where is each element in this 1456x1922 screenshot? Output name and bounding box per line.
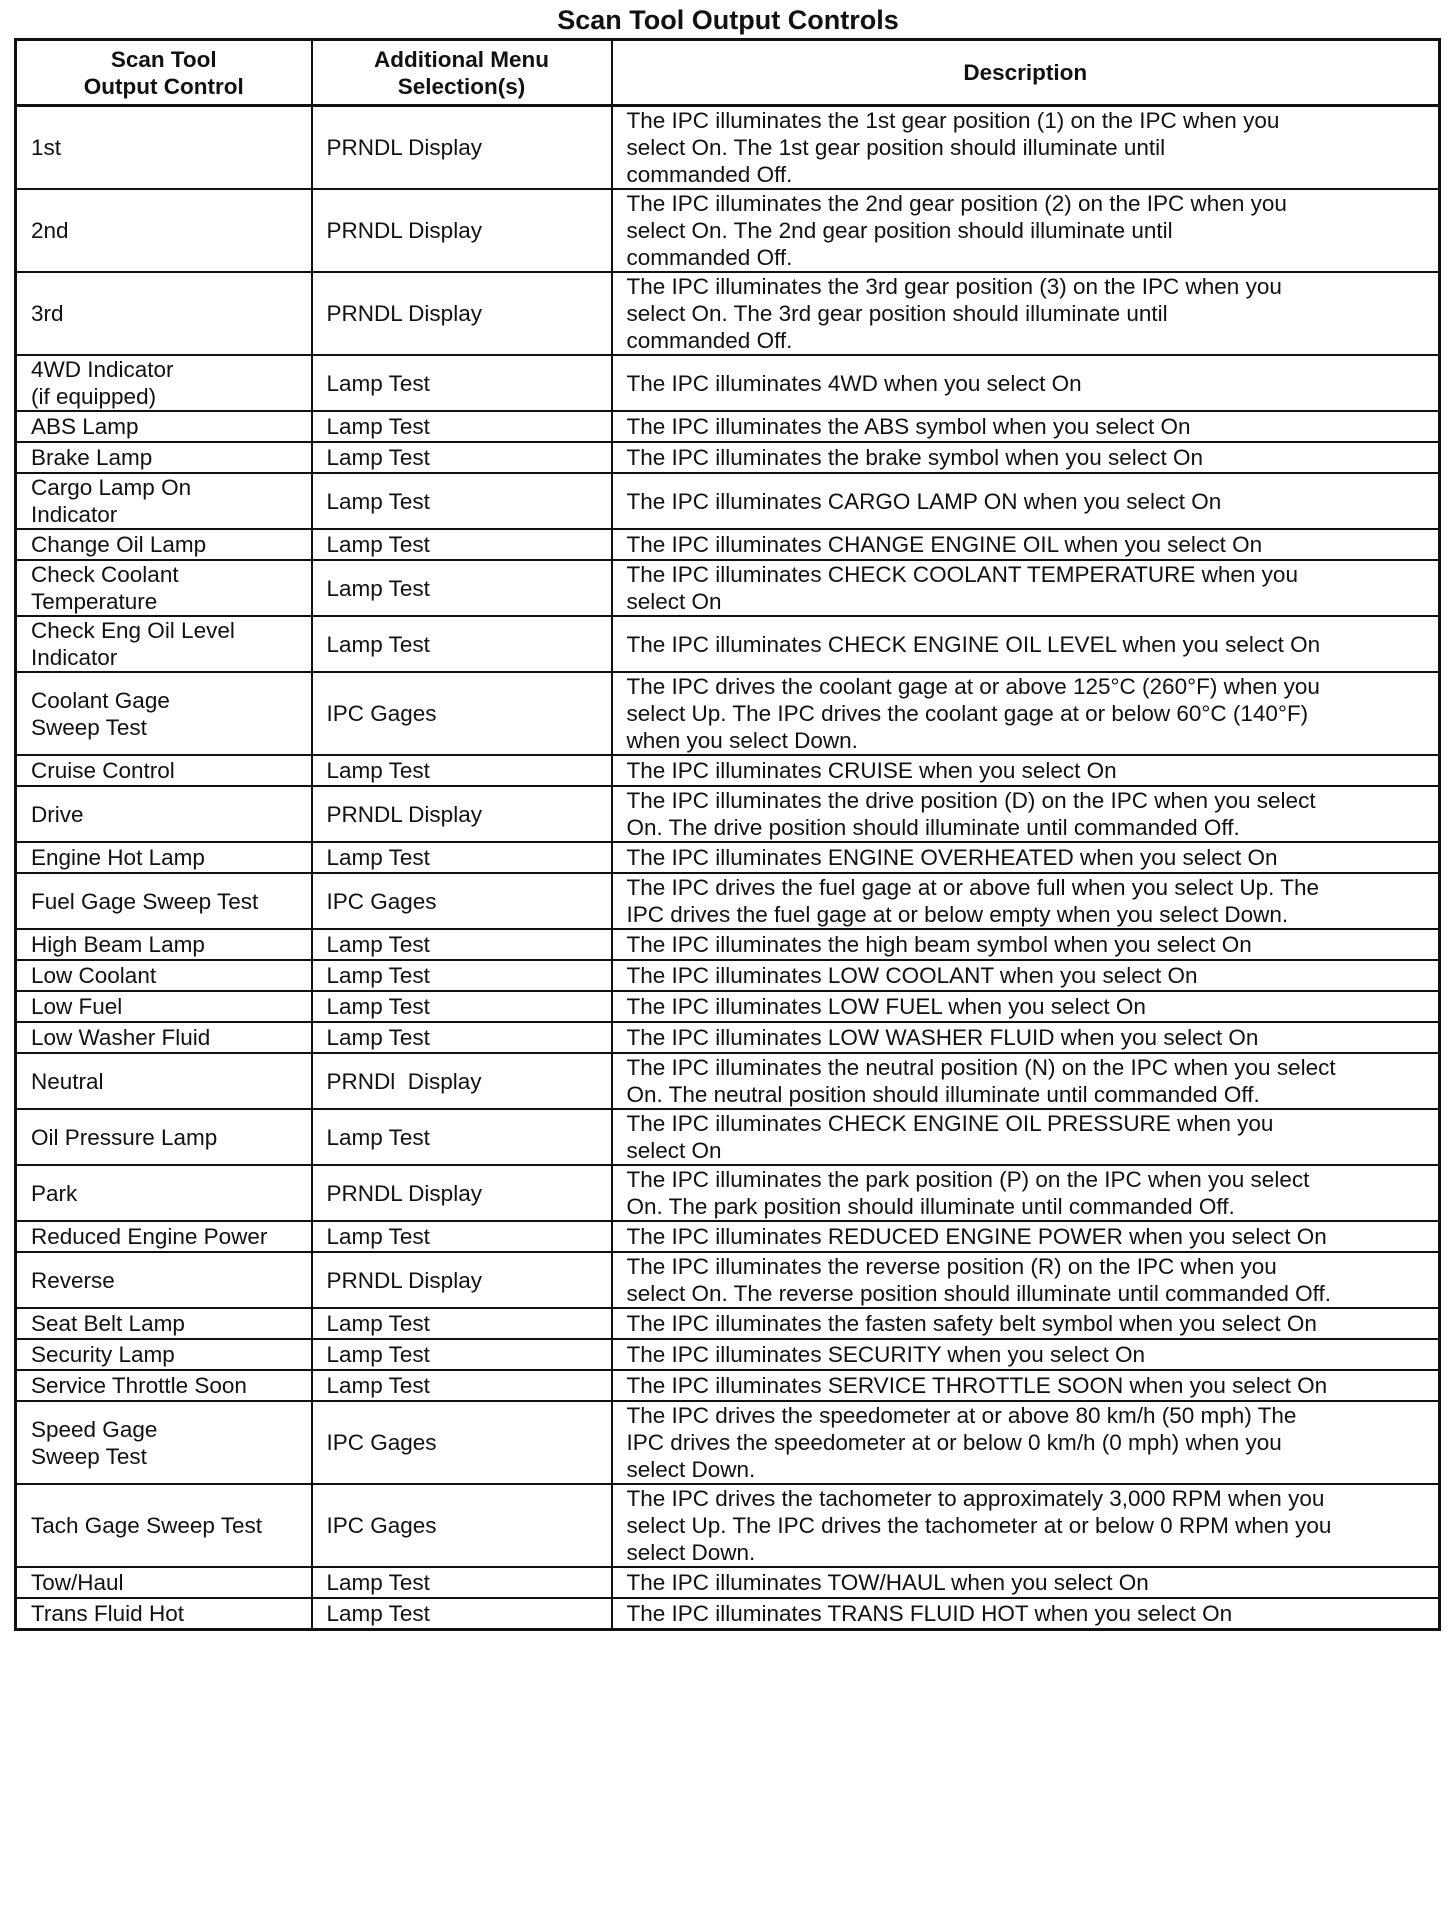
table-row xyxy=(16,755,1440,786)
output-control-cell-line: Drive xyxy=(31,801,84,827)
table-row xyxy=(16,1339,1440,1370)
output-control-cell-line: Seat Belt Lamp xyxy=(31,1311,185,1336)
description-cell xyxy=(612,1221,1440,1252)
description-cell-line: The IPC illuminates TOW/HAUL when you select On xyxy=(626,1570,1149,1595)
description-cell-line: The IPC illuminates CRUISE when you select On xyxy=(626,758,1117,783)
description-cell-line: select On. The 1st gear position should illuminate until xyxy=(626,135,1166,160)
description-cell-line: when you select Down. xyxy=(626,728,858,753)
table-row xyxy=(16,873,1440,929)
header-menu-selection xyxy=(312,40,612,106)
output-control-cell xyxy=(16,272,312,355)
output-control-cell xyxy=(16,873,312,929)
output-control-cell-line: Indicator xyxy=(31,502,118,527)
output-control-cell-line: Tow/Haul xyxy=(31,1570,124,1595)
output-control-cell-line: Cruise Control xyxy=(31,758,175,783)
description-cell xyxy=(612,1598,1440,1629)
description-cell-line: The IPC illuminates SECURITY when you select On xyxy=(626,1342,1146,1367)
description-cell xyxy=(612,1370,1440,1401)
output-control-cell-line: Coolant Gage xyxy=(31,687,170,713)
menu-selection-cell: Lamp Test xyxy=(312,473,612,529)
description-cell xyxy=(612,1252,1440,1308)
menu-selection-cell: Lamp Test xyxy=(312,355,612,411)
output-control-cell-line: Engine Hot Lamp xyxy=(31,845,205,870)
description-cell xyxy=(612,1053,1440,1109)
table-row xyxy=(16,991,1440,1022)
description-cell xyxy=(612,272,1440,355)
description-cell-line: select On xyxy=(626,589,722,614)
menu-selection-cell: Lamp Test xyxy=(312,411,612,442)
menu-selection-cell: Lamp Test xyxy=(312,1567,612,1598)
table-row xyxy=(16,1252,1440,1308)
description-cell-line: select Down. xyxy=(626,1540,756,1565)
menu-selection-cell: Lamp Test xyxy=(312,1598,612,1629)
output-control-cell xyxy=(16,411,312,442)
header-description: Description xyxy=(612,40,1440,106)
output-control-cell-line: Fuel Gage Sweep Test xyxy=(31,888,259,914)
description-cell-line: The IPC illuminates CARGO LAMP ON when you select On xyxy=(626,488,1222,514)
description-cell-line: IPC drives the speedometer at or below 0 km/h (0 mph) when you xyxy=(626,1430,1282,1455)
description-cell-line: The IPC illuminates the ABS symbol when you select On xyxy=(626,414,1191,439)
description-cell-line: The IPC illuminates ENGINE OVERHEATED when you select On xyxy=(626,845,1278,870)
output-control-cell-line: Service Throttle Soon xyxy=(31,1373,247,1398)
output-control-cell-line: Security Lamp xyxy=(31,1342,175,1367)
description-cell xyxy=(612,616,1440,672)
output-control-cell xyxy=(16,1053,312,1109)
description-cell-line: commanded Off. xyxy=(626,162,793,187)
output-control-cell-line: Check Eng Oil Level xyxy=(31,618,235,643)
description-cell-line: The IPC drives the speedometer at or above 80 km/h (50 mph) The xyxy=(626,1403,1297,1428)
description-cell xyxy=(612,786,1440,842)
output-controls-table xyxy=(14,38,1441,1631)
menu-selection-cell: Lamp Test xyxy=(312,616,612,672)
output-control-cell-line: Low Coolant xyxy=(31,963,157,988)
header-row xyxy=(16,40,1440,106)
page-title: Scan Tool Output Controls xyxy=(557,5,899,35)
table-row xyxy=(16,1567,1440,1598)
description-cell-line: The IPC illuminates REDUCED ENGINE POWER when you select On xyxy=(626,1224,1327,1249)
menu-selection-cell: PRNDL Display xyxy=(312,1252,612,1308)
menu-selection-cell: PRNDl Display xyxy=(312,1053,612,1109)
menu-selection-cell: Lamp Test xyxy=(312,1339,612,1370)
output-control-cell-line: Reduced Engine Power xyxy=(31,1224,268,1249)
menu-selection-cell: IPC Gages xyxy=(312,1484,612,1567)
description-cell xyxy=(612,1165,1440,1221)
output-control-cell xyxy=(16,106,312,190)
output-control-cell-line: (if equipped) xyxy=(31,384,157,409)
description-cell-line: The IPC drives the tachometer to approximately 3,000 RPM when you xyxy=(626,1486,1325,1511)
table-row xyxy=(16,672,1440,755)
table-row xyxy=(16,1484,1440,1567)
output-control-cell-line: Change Oil Lamp xyxy=(31,532,207,557)
description-cell-line: select On. The 3rd gear position should illuminate until xyxy=(626,301,1168,326)
description-cell xyxy=(612,1484,1440,1567)
description-cell-line: The IPC illuminates TRANS FLUID HOT when you select On xyxy=(626,1600,1233,1626)
description-cell xyxy=(612,1022,1440,1053)
output-control-cell xyxy=(16,755,312,786)
description-cell-line: The IPC drives the coolant gage at or above 125°C (260°F) when you xyxy=(626,674,1320,699)
menu-selection-cell: Lamp Test xyxy=(312,1022,612,1053)
output-control-cell xyxy=(16,1109,312,1165)
description-cell xyxy=(612,355,1440,411)
table-row xyxy=(16,786,1440,842)
output-control-cell-line: 2nd xyxy=(31,218,69,243)
output-control-cell-line: 4WD Indicator xyxy=(31,357,174,382)
output-control-cell-line: 3rd xyxy=(31,301,64,326)
output-control-cell xyxy=(16,189,312,272)
description-cell xyxy=(612,442,1440,473)
description-cell-line: select On xyxy=(626,1138,722,1163)
description-cell xyxy=(612,842,1440,873)
menu-selection-cell: PRNDL Display xyxy=(312,272,612,355)
table-row xyxy=(16,1598,1440,1629)
description-cell-line: The IPC illuminates the 1st gear position (1) on the IPC when you xyxy=(626,108,1280,133)
description-cell-line: The IPC illuminates the brake symbol when you select On xyxy=(626,445,1204,470)
menu-selection-cell: PRNDL Display xyxy=(312,786,612,842)
menu-selection-cell: IPC Gages xyxy=(312,1401,612,1484)
output-control-cell xyxy=(16,1165,312,1221)
output-control-cell-line: Temperature xyxy=(31,589,158,614)
description-cell-line: IPC drives the fuel gage at or below empty when you select Down. xyxy=(626,902,1289,927)
output-control-cell xyxy=(16,1308,312,1339)
output-control-cell-line: Tach Gage Sweep Test xyxy=(31,1513,262,1538)
output-control-cell-line: Neutral xyxy=(31,1068,104,1094)
table-row xyxy=(16,1401,1440,1484)
menu-selection-cell: Lamp Test xyxy=(312,960,612,991)
output-control-cell-line: Park xyxy=(31,1180,78,1206)
description-cell-line: The IPC illuminates SERVICE THROTTLE SOON when you select On xyxy=(626,1373,1328,1398)
table-body xyxy=(16,106,1440,1630)
output-control-cell-line: Trans Fluid Hot xyxy=(31,1600,184,1626)
output-control-cell xyxy=(16,672,312,755)
description-cell xyxy=(612,106,1440,190)
description-cell-line: select Up. The IPC drives the coolant gage at or below 60°C (140°F) xyxy=(626,701,1309,726)
output-control-cell xyxy=(16,1567,312,1598)
menu-selection-cell: Lamp Test xyxy=(312,442,612,473)
table-row xyxy=(16,842,1440,873)
output-control-cell xyxy=(16,1370,312,1401)
description-cell xyxy=(612,473,1440,529)
output-control-cell xyxy=(16,929,312,960)
description-cell-line: On. The neutral position should illuminate until commanded Off. xyxy=(626,1082,1260,1107)
description-cell xyxy=(612,411,1440,442)
description-cell-line: The IPC drives the fuel gage at or above full when you select Up. The xyxy=(626,875,1319,900)
output-control-cell xyxy=(16,842,312,873)
description-cell-line: The IPC illuminates LOW FUEL when you select On xyxy=(626,994,1146,1019)
output-control-cell-line: 1st xyxy=(31,135,62,160)
table-row xyxy=(16,442,1440,473)
output-control-cell xyxy=(16,786,312,842)
description-cell-line: select On. The 2nd gear position should illuminate until xyxy=(626,218,1173,243)
menu-selection-cell: IPC Gages xyxy=(312,672,612,755)
output-control-cell-line: High Beam Lamp xyxy=(31,932,205,957)
description-cell-line: The IPC illuminates the neutral position (N) on the IPC when you select xyxy=(626,1055,1336,1080)
menu-selection-cell: PRNDL Display xyxy=(312,106,612,190)
description-cell xyxy=(612,189,1440,272)
description-cell xyxy=(612,960,1440,991)
output-control-cell-line: Brake Lamp xyxy=(31,445,153,470)
output-control-cell xyxy=(16,1401,312,1484)
table-header xyxy=(16,40,1440,106)
table-row xyxy=(16,960,1440,991)
output-control-cell-line: Cargo Lamp On xyxy=(31,475,192,500)
description-cell-line: The IPC illuminates the reverse position (R) on the IPC when you xyxy=(626,1254,1277,1279)
description-cell xyxy=(612,873,1440,929)
output-control-cell-line: Sweep Test xyxy=(31,714,147,740)
table-row xyxy=(16,560,1440,616)
description-cell xyxy=(612,1567,1440,1598)
description-cell xyxy=(612,1109,1440,1165)
menu-selection-cell: Lamp Test xyxy=(312,560,612,616)
output-control-cell xyxy=(16,991,312,1022)
output-control-cell-line: Oil Pressure Lamp xyxy=(31,1124,218,1150)
description-cell xyxy=(612,529,1440,560)
menu-selection-cell: Lamp Test xyxy=(312,929,612,960)
description-cell xyxy=(612,1339,1440,1370)
table-row xyxy=(16,189,1440,272)
output-control-cell xyxy=(16,473,312,529)
output-control-cell-line: Low Fuel xyxy=(31,994,123,1019)
description-cell-line: On. The drive position should illuminate until commanded Off. xyxy=(626,815,1240,840)
description-cell-line: The IPC illuminates the 3rd gear position (3) on the IPC when you xyxy=(626,274,1282,299)
output-control-cell xyxy=(16,616,312,672)
table-row xyxy=(16,411,1440,442)
output-control-cell-line: Speed Gage xyxy=(31,1416,158,1442)
table-row xyxy=(16,929,1440,960)
output-control-cell-line: Check Coolant xyxy=(31,562,179,587)
output-control-cell xyxy=(16,1484,312,1567)
output-control-cell xyxy=(16,1339,312,1370)
menu-selection-cell: Lamp Test xyxy=(312,1370,612,1401)
menu-selection-cell: Lamp Test xyxy=(312,1109,612,1165)
table-row xyxy=(16,355,1440,411)
output-control-cell xyxy=(16,1252,312,1308)
description-cell-line: The IPC illuminates CHECK ENGINE OIL LEVEL when you select On xyxy=(626,631,1321,657)
output-control-cell xyxy=(16,442,312,473)
description-cell-line: commanded Off. xyxy=(626,245,793,270)
description-cell xyxy=(612,672,1440,755)
output-control-cell xyxy=(16,560,312,616)
description-cell-line: The IPC illuminates the park position (P) on the IPC when you select xyxy=(626,1167,1310,1192)
description-cell xyxy=(612,755,1440,786)
table-row xyxy=(16,1022,1440,1053)
description-cell xyxy=(612,1308,1440,1339)
description-cell-line: The IPC illuminates CHECK ENGINE OIL PRESSURE when you xyxy=(626,1111,1274,1136)
description-cell-line: On. The park position should illuminate until commanded Off. xyxy=(626,1194,1235,1219)
description-cell-line: The IPC illuminates CHECK COOLANT TEMPERATURE when you xyxy=(626,562,1298,587)
description-cell xyxy=(612,1401,1440,1484)
description-cell-line: The IPC illuminates the high beam symbol when you select On xyxy=(626,932,1252,957)
menu-selection-cell: Lamp Test xyxy=(312,1308,612,1339)
menu-selection-cell: Lamp Test xyxy=(312,529,612,560)
output-control-cell xyxy=(16,1598,312,1629)
table-row xyxy=(16,1053,1440,1109)
table-row xyxy=(16,473,1440,529)
header-output-control-line: Output Control xyxy=(83,73,244,99)
description-cell-line: select On. The reverse position should illuminate until commanded Off. xyxy=(626,1281,1332,1306)
output-control-cell xyxy=(16,355,312,411)
table-row xyxy=(16,272,1440,355)
menu-selection-cell: PRNDL Display xyxy=(312,189,612,272)
output-control-cell-line: ABS Lamp xyxy=(31,414,139,439)
description-cell-line: The IPC illuminates CHANGE ENGINE OIL when you select On xyxy=(626,532,1263,557)
header-output-control-line: Scan Tool xyxy=(110,46,217,72)
description-cell xyxy=(612,560,1440,616)
table-row xyxy=(16,1109,1440,1165)
description-cell-line: The IPC illuminates the 2nd gear position (2) on the IPC when you xyxy=(626,191,1287,216)
table-row xyxy=(16,1165,1440,1221)
output-control-cell xyxy=(16,960,312,991)
table-row xyxy=(16,529,1440,560)
description-cell-line: select Up. The IPC drives the tachometer at or below 0 RPM when you xyxy=(626,1513,1332,1538)
description-cell-line: select Down. xyxy=(626,1457,756,1482)
output-control-cell-line: Low Washer Fluid xyxy=(31,1025,211,1050)
output-control-cell xyxy=(16,529,312,560)
menu-selection-cell: PRNDL Display xyxy=(312,1165,612,1221)
menu-selection-cell: Lamp Test xyxy=(312,991,612,1022)
menu-selection-cell: Lamp Test xyxy=(312,1221,612,1252)
menu-selection-cell: Lamp Test xyxy=(312,755,612,786)
menu-selection-cell: Lamp Test xyxy=(312,842,612,873)
header-menu-selection-line: Additional Menu xyxy=(374,46,549,72)
table-row xyxy=(16,616,1440,672)
description-cell xyxy=(612,929,1440,960)
output-control-cell xyxy=(16,1221,312,1252)
description-cell-line: The IPC illuminates LOW COOLANT when you select On xyxy=(626,963,1198,988)
header-menu-selection-line: Selection(s) xyxy=(397,73,526,99)
description-cell-line: The IPC illuminates the drive position (D) on the IPC when you select xyxy=(626,788,1316,813)
description-cell-line: The IPC illuminates 4WD when you select On xyxy=(626,370,1082,396)
output-control-cell-line: Sweep Test xyxy=(31,1443,147,1469)
table-row xyxy=(16,1221,1440,1252)
table-row xyxy=(16,1370,1440,1401)
description-cell xyxy=(612,991,1440,1022)
output-control-cell-line: Indicator xyxy=(31,645,118,670)
table-row xyxy=(16,106,1440,190)
description-cell-line: commanded Off. xyxy=(626,328,793,353)
menu-selection-cell: IPC Gages xyxy=(312,873,612,929)
description-cell-line: The IPC illuminates LOW WASHER FLUID when you select On xyxy=(626,1025,1259,1050)
header-output-control xyxy=(16,40,312,106)
output-control-cell-line: Reverse xyxy=(31,1267,115,1293)
table-row xyxy=(16,1308,1440,1339)
description-cell-line: The IPC illuminates the fasten safety belt symbol when you select On xyxy=(626,1311,1317,1336)
output-control-cell xyxy=(16,1022,312,1053)
